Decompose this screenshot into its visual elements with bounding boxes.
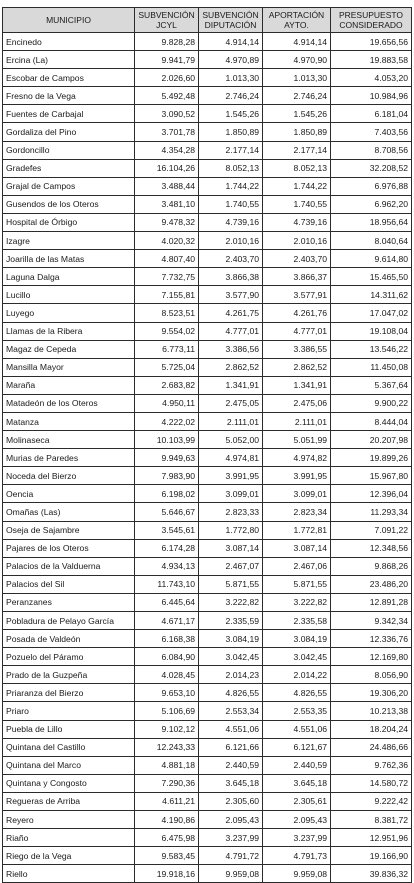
cell-municipio: Palacios del Sil <box>3 575 135 593</box>
table-row <box>3 431 412 449</box>
cell-subvencion-jcyl: 12.243,33 <box>135 738 199 756</box>
table-row <box>3 33 412 51</box>
cell-aportacion-ayto: 1.744,22 <box>263 177 331 195</box>
cell-subvencion-diputacion: 2.553,34 <box>199 702 263 720</box>
cell-subvencion-diputacion: 1.772,80 <box>199 521 263 539</box>
cell-subvencion-jcyl: 5.492,48 <box>135 87 199 105</box>
table-row <box>3 847 412 865</box>
cell-municipio: Izagre <box>3 232 135 250</box>
cell-municipio: Joarilla de las Matas <box>3 250 135 268</box>
cell-presupuesto-considerado: 12.396,04 <box>331 485 412 503</box>
cell-aportacion-ayto: 2.746,24 <box>263 87 331 105</box>
cell-municipio: Molinaseca <box>3 431 135 449</box>
cell-subvencion-jcyl: 3.090,52 <box>135 105 199 123</box>
cell-subvencion-jcyl: 4.222,02 <box>135 412 199 430</box>
cell-aportacion-ayto: 4.551,06 <box>263 720 331 738</box>
cell-municipio: Quintana y Congosto <box>3 774 135 792</box>
cell-municipio: Puebla de Lillo <box>3 720 135 738</box>
cell-subvencion-jcyl: 4.807,40 <box>135 250 199 268</box>
cell-subvencion-jcyl: 3.701,78 <box>135 123 199 141</box>
cell-subvencion-diputacion: 2.305,60 <box>199 792 263 810</box>
cell-presupuesto-considerado: 10.213,38 <box>331 702 412 720</box>
table-row <box>3 250 412 268</box>
cell-aportacion-ayto: 2.475,06 <box>263 394 331 412</box>
table-row <box>3 69 412 87</box>
cell-presupuesto-considerado: 14.311,62 <box>331 286 412 304</box>
cell-aportacion-ayto: 1.772,81 <box>263 521 331 539</box>
cell-subvencion-jcyl: 6.084,90 <box>135 648 199 666</box>
cell-subvencion-diputacion: 2.403,70 <box>199 250 263 268</box>
table-row <box>3 467 412 485</box>
header-presupuesto-considerado: PRESUPUESTO CONSIDERADO <box>331 8 412 33</box>
cell-subvencion-diputacion: 3.222,82 <box>199 593 263 611</box>
table-row <box>3 159 412 177</box>
cell-presupuesto-considerado: 19.883,58 <box>331 51 412 69</box>
cell-subvencion-diputacion: 3.099,01 <box>199 485 263 503</box>
cell-subvencion-diputacion: 4.791,72 <box>199 847 263 865</box>
cell-aportacion-ayto: 4.974,82 <box>263 449 331 467</box>
cell-municipio: Laguna Dalga <box>3 268 135 286</box>
cell-subvencion-jcyl: 3.481,10 <box>135 195 199 213</box>
cell-subvencion-diputacion: 2.335,59 <box>199 612 263 630</box>
cell-presupuesto-considerado: 6.976,88 <box>331 177 412 195</box>
cell-presupuesto-considerado: 9.614,80 <box>331 250 412 268</box>
cell-municipio: Prado de la Guzpeña <box>3 666 135 684</box>
cell-municipio: Pozuelo del Páramo <box>3 648 135 666</box>
cell-municipio: Maraña <box>3 376 135 394</box>
cell-subvencion-diputacion: 2.014,23 <box>199 666 263 684</box>
cell-municipio: Reyero <box>3 811 135 829</box>
table-row <box>3 557 412 575</box>
table-row <box>3 123 412 141</box>
cell-aportacion-ayto: 5.871,55 <box>263 575 331 593</box>
cell-subvencion-diputacion: 1.850,89 <box>199 123 263 141</box>
cell-municipio: Hospital de Órbigo <box>3 213 135 231</box>
cell-subvencion-jcyl: 4.611,21 <box>135 792 199 810</box>
cell-subvencion-diputacion: 4.261,75 <box>199 304 263 322</box>
cell-subvencion-jcyl: 7.155,81 <box>135 286 199 304</box>
cell-subvencion-jcyl: 6.198,02 <box>135 485 199 503</box>
cell-presupuesto-considerado: 19.166,90 <box>331 847 412 865</box>
cell-aportacion-ayto: 2.305,61 <box>263 792 331 810</box>
cell-subvencion-jcyl: 2.026,60 <box>135 69 199 87</box>
cell-subvencion-jcyl: 9.949,63 <box>135 449 199 467</box>
cell-municipio: Magaz de Cepeda <box>3 340 135 358</box>
cell-presupuesto-considerado: 7.091,22 <box>331 521 412 539</box>
cell-aportacion-ayto: 1.013,30 <box>263 69 331 87</box>
cell-municipio: Escobar de Campos <box>3 69 135 87</box>
cell-aportacion-ayto: 2.335,58 <box>263 612 331 630</box>
cell-subvencion-jcyl: 9.554,02 <box>135 322 199 340</box>
table-row <box>3 792 412 810</box>
cell-subvencion-jcyl: 5.106,69 <box>135 702 199 720</box>
cell-subvencion-diputacion: 2.010,16 <box>199 232 263 250</box>
cell-presupuesto-considerado: 17.047,02 <box>331 304 412 322</box>
cell-presupuesto-considerado: 23.486,20 <box>331 575 412 593</box>
cell-municipio: Gordoncillo <box>3 141 135 159</box>
cell-subvencion-jcyl: 10.103,99 <box>135 431 199 449</box>
cell-aportacion-ayto: 2.010,16 <box>263 232 331 250</box>
cell-municipio: Priaranza del Bierzo <box>3 684 135 702</box>
table-row <box>3 412 412 430</box>
cell-municipio: Pobladura de Pelayo García <box>3 612 135 630</box>
cell-subvencion-jcyl: 4.934,13 <box>135 557 199 575</box>
cell-aportacion-ayto: 3.237,99 <box>263 829 331 847</box>
cell-subvencion-diputacion: 2.862,52 <box>199 358 263 376</box>
cell-municipio: Regueras de Arriba <box>3 792 135 810</box>
cell-presupuesto-considerado: 9.222,42 <box>331 792 412 810</box>
cell-presupuesto-considerado: 11.293,34 <box>331 503 412 521</box>
table-row <box>3 322 412 340</box>
cell-subvencion-jcyl: 9.653,10 <box>135 684 199 702</box>
header-aportacion-ayto: APORTACIÓN AYTO. <box>263 8 331 33</box>
cell-subvencion-diputacion: 4.826,55 <box>199 684 263 702</box>
cell-presupuesto-considerado: 5.367,64 <box>331 376 412 394</box>
cell-presupuesto-considerado: 12.891,28 <box>331 593 412 611</box>
cell-aportacion-ayto: 5.051,99 <box>263 431 331 449</box>
cell-subvencion-diputacion: 1.740,55 <box>199 195 263 213</box>
cell-subvencion-diputacion: 2.111,01 <box>199 412 263 430</box>
cell-municipio: Priaro <box>3 702 135 720</box>
cell-presupuesto-considerado: 19.899,26 <box>331 449 412 467</box>
cell-presupuesto-considerado: 6.962,20 <box>331 195 412 213</box>
cell-municipio: Llamas de la Ribera <box>3 322 135 340</box>
cell-aportacion-ayto: 3.042,45 <box>263 648 331 666</box>
cell-subvencion-jcyl: 9.478,32 <box>135 213 199 231</box>
table-row <box>3 394 412 412</box>
cell-municipio: Riego de la Vega <box>3 847 135 865</box>
table-row <box>3 213 412 231</box>
cell-subvencion-diputacion: 4.914,14 <box>199 33 263 51</box>
cell-aportacion-ayto: 8.052,13 <box>263 159 331 177</box>
cell-aportacion-ayto: 3.099,01 <box>263 485 331 503</box>
cell-subvencion-jcyl: 3.488,44 <box>135 177 199 195</box>
cell-subvencion-jcyl: 6.445,64 <box>135 593 199 611</box>
cell-subvencion-diputacion: 2.177,14 <box>199 141 263 159</box>
cell-subvencion-jcyl: 9.102,12 <box>135 720 199 738</box>
cell-presupuesto-considerado: 4.053,20 <box>331 69 412 87</box>
cell-municipio: Gusendos de los Oteros <box>3 195 135 213</box>
cell-subvencion-diputacion: 2.746,24 <box>199 87 263 105</box>
cell-aportacion-ayto: 4.826,55 <box>263 684 331 702</box>
header-subvencion-jcyl: SUBVENCIÓN JCYL <box>135 8 199 33</box>
cell-subvencion-jcyl: 4.020,32 <box>135 232 199 250</box>
table-row <box>3 105 412 123</box>
table-row <box>3 756 412 774</box>
cell-subvencion-diputacion: 3.577,90 <box>199 286 263 304</box>
cell-municipio: Pajares de los Oteros <box>3 539 135 557</box>
table-row <box>3 195 412 213</box>
cell-municipio: Oencia <box>3 485 135 503</box>
cell-subvencion-diputacion: 3.084,19 <box>199 630 263 648</box>
cell-aportacion-ayto: 2.014,22 <box>263 666 331 684</box>
table-row <box>3 648 412 666</box>
cell-presupuesto-considerado: 12.951,96 <box>331 829 412 847</box>
cell-aportacion-ayto: 2.111,01 <box>263 412 331 430</box>
cell-aportacion-ayto: 1.545,26 <box>263 105 331 123</box>
cell-presupuesto-considerado: 9.762,36 <box>331 756 412 774</box>
cell-subvencion-jcyl: 6.773,11 <box>135 340 199 358</box>
cell-presupuesto-considerado: 10.984,96 <box>331 87 412 105</box>
cell-aportacion-ayto: 2.177,14 <box>263 141 331 159</box>
cell-aportacion-ayto: 4.739,16 <box>263 213 331 231</box>
cell-presupuesto-considerado: 12.348,56 <box>331 539 412 557</box>
cell-subvencion-diputacion: 3.087,14 <box>199 539 263 557</box>
table-row <box>3 376 412 394</box>
cell-municipio: Riaño <box>3 829 135 847</box>
table-row <box>3 593 412 611</box>
table-row <box>3 286 412 304</box>
cell-presupuesto-considerado: 20.207,98 <box>331 431 412 449</box>
cell-municipio: Murias de Paredes <box>3 449 135 467</box>
table-row <box>3 684 412 702</box>
cell-municipio: Quintana del Marco <box>3 756 135 774</box>
cell-subvencion-jcyl: 11.743,10 <box>135 575 199 593</box>
cell-subvencion-jcyl: 7.983,90 <box>135 467 199 485</box>
cell-subvencion-jcyl: 3.545,61 <box>135 521 199 539</box>
cell-subvencion-diputacion: 3.042,45 <box>199 648 263 666</box>
cell-subvencion-jcyl: 4.671,17 <box>135 612 199 630</box>
table-row <box>3 87 412 105</box>
cell-subvencion-jcyl: 19.918,16 <box>135 865 199 883</box>
cell-municipio: Grajal de Campos <box>3 177 135 195</box>
cell-subvencion-jcyl: 9.583,45 <box>135 847 199 865</box>
cell-presupuesto-considerado: 15.967,80 <box>331 467 412 485</box>
cell-subvencion-diputacion: 3.237,99 <box>199 829 263 847</box>
cell-presupuesto-considerado: 9.900,22 <box>331 394 412 412</box>
cell-aportacion-ayto: 3.866,37 <box>263 268 331 286</box>
cell-subvencion-jcyl: 6.174,28 <box>135 539 199 557</box>
cell-aportacion-ayto: 2.440,59 <box>263 756 331 774</box>
cell-presupuesto-considerado: 8.708,56 <box>331 141 412 159</box>
cell-presupuesto-considerado: 13.546,22 <box>331 340 412 358</box>
cell-aportacion-ayto: 2.823,34 <box>263 503 331 521</box>
cell-presupuesto-considerado: 8.381,72 <box>331 811 412 829</box>
cell-municipio: Omañas (Las) <box>3 503 135 521</box>
cell-municipio: Fuentes de Carbajal <box>3 105 135 123</box>
table-row <box>3 51 412 69</box>
cell-subvencion-jcyl: 4.190,86 <box>135 811 199 829</box>
cell-presupuesto-considerado: 9.342,34 <box>331 612 412 630</box>
table-row <box>3 774 412 792</box>
table-row <box>3 141 412 159</box>
cell-municipio: Peranzanes <box>3 593 135 611</box>
cell-subvencion-diputacion: 6.121,66 <box>199 738 263 756</box>
cell-presupuesto-considerado: 12.169,80 <box>331 648 412 666</box>
cell-municipio: Luyego <box>3 304 135 322</box>
cell-municipio: Oseja de Sajambre <box>3 521 135 539</box>
cell-subvencion-diputacion: 3.386,56 <box>199 340 263 358</box>
cell-subvencion-diputacion: 2.440,59 <box>199 756 263 774</box>
cell-municipio: Encinedo <box>3 33 135 51</box>
cell-aportacion-ayto: 3.222,82 <box>263 593 331 611</box>
cell-presupuesto-considerado: 7.403,56 <box>331 123 412 141</box>
cell-subvencion-jcyl: 4.354,28 <box>135 141 199 159</box>
cell-subvencion-diputacion: 1.744,22 <box>199 177 263 195</box>
cell-aportacion-ayto: 3.084,19 <box>263 630 331 648</box>
cell-municipio: Posada de Valdeón <box>3 630 135 648</box>
cell-aportacion-ayto: 4.914,14 <box>263 33 331 51</box>
cell-municipio: Mansilla Mayor <box>3 358 135 376</box>
header-municipio: MUNICIPIO <box>3 8 135 33</box>
cell-subvencion-diputacion: 2.095,43 <box>199 811 263 829</box>
table-row <box>3 304 412 322</box>
cell-aportacion-ayto: 3.577,91 <box>263 286 331 304</box>
table-row <box>3 702 412 720</box>
cell-aportacion-ayto: 4.261,76 <box>263 304 331 322</box>
cell-municipio: Gordaliza del Pino <box>3 123 135 141</box>
cell-subvencion-diputacion: 2.823,33 <box>199 503 263 521</box>
cell-subvencion-jcyl: 7.732,75 <box>135 268 199 286</box>
cell-presupuesto-considerado: 8.056,90 <box>331 666 412 684</box>
cell-subvencion-jcyl: 16.104,26 <box>135 159 199 177</box>
cell-subvencion-diputacion: 2.475,05 <box>199 394 263 412</box>
cell-presupuesto-considerado: 19.656,56 <box>331 33 412 51</box>
cell-subvencion-jcyl: 7.290,36 <box>135 774 199 792</box>
cell-subvencion-jcyl: 5.725,04 <box>135 358 199 376</box>
header-subvencion-diputacion: SUBVENCIÓN DIPUTACIÓN <box>199 8 263 33</box>
cell-aportacion-ayto: 1.850,89 <box>263 123 331 141</box>
cell-municipio: Fresno de la Vega <box>3 87 135 105</box>
cell-subvencion-diputacion: 3.645,18 <box>199 774 263 792</box>
cell-subvencion-diputacion: 3.866,38 <box>199 268 263 286</box>
table-row <box>3 177 412 195</box>
cell-subvencion-diputacion: 1.013,30 <box>199 69 263 87</box>
cell-municipio: Palacios de la Valduerna <box>3 557 135 575</box>
table-row <box>3 575 412 593</box>
cell-subvencion-diputacion: 2.467,07 <box>199 557 263 575</box>
cell-aportacion-ayto: 2.403,70 <box>263 250 331 268</box>
cell-aportacion-ayto: 6.121,67 <box>263 738 331 756</box>
cell-subvencion-diputacion: 8.052,13 <box>199 159 263 177</box>
cell-subvencion-diputacion: 1.341,91 <box>199 376 263 394</box>
cell-subvencion-diputacion: 4.777,01 <box>199 322 263 340</box>
municipal-subsidy-table <box>2 7 412 883</box>
cell-aportacion-ayto: 2.553,35 <box>263 702 331 720</box>
cell-presupuesto-considerado: 39.836,32 <box>331 865 412 883</box>
cell-aportacion-ayto: 3.386,55 <box>263 340 331 358</box>
cell-presupuesto-considerado: 6.181,04 <box>331 105 412 123</box>
table-row <box>3 630 412 648</box>
cell-aportacion-ayto: 3.087,14 <box>263 539 331 557</box>
table-body <box>3 33 412 883</box>
cell-subvencion-diputacion: 9.959,08 <box>199 865 263 883</box>
cell-aportacion-ayto: 9.959,08 <box>263 865 331 883</box>
cell-municipio: Gradefes <box>3 159 135 177</box>
table-header-row <box>3 8 412 33</box>
cell-municipio: Lucillo <box>3 286 135 304</box>
cell-subvencion-jcyl: 4.028,45 <box>135 666 199 684</box>
table-row <box>3 829 412 847</box>
cell-subvencion-diputacion: 4.551,06 <box>199 720 263 738</box>
cell-municipio: Matadeón de los Oteros <box>3 394 135 412</box>
cell-municipio: Noceda del Bierzo <box>3 467 135 485</box>
cell-municipio: Ercina (La) <box>3 51 135 69</box>
cell-presupuesto-considerado: 9.868,26 <box>331 557 412 575</box>
cell-subvencion-jcyl: 9.941,79 <box>135 51 199 69</box>
cell-subvencion-jcyl: 5.646,67 <box>135 503 199 521</box>
cell-municipio: Riello <box>3 865 135 883</box>
cell-aportacion-ayto: 2.862,52 <box>263 358 331 376</box>
cell-subvencion-diputacion: 5.871,55 <box>199 575 263 593</box>
cell-presupuesto-considerado: 18.956,64 <box>331 213 412 231</box>
cell-subvencion-jcyl: 2.683,82 <box>135 376 199 394</box>
cell-aportacion-ayto: 4.777,01 <box>263 322 331 340</box>
cell-subvencion-jcyl: 6.168,38 <box>135 630 199 648</box>
cell-aportacion-ayto: 2.095,43 <box>263 811 331 829</box>
cell-aportacion-ayto: 4.970,90 <box>263 51 331 69</box>
table-row <box>3 811 412 829</box>
table-row <box>3 449 412 467</box>
cell-municipio: Quintana del Castillo <box>3 738 135 756</box>
cell-subvencion-diputacion: 3.991,95 <box>199 467 263 485</box>
cell-presupuesto-considerado: 12.336,76 <box>331 630 412 648</box>
table-row <box>3 865 412 883</box>
table-row <box>3 232 412 250</box>
cell-subvencion-jcyl: 8.523,51 <box>135 304 199 322</box>
table-row <box>3 521 412 539</box>
cell-subvencion-diputacion: 1.545,26 <box>199 105 263 123</box>
cell-presupuesto-considerado: 15.465,50 <box>331 268 412 286</box>
cell-presupuesto-considerado: 32.208,52 <box>331 159 412 177</box>
cell-subvencion-jcyl: 9.828,28 <box>135 33 199 51</box>
cell-presupuesto-considerado: 8.444,04 <box>331 412 412 430</box>
table-row <box>3 268 412 286</box>
cell-subvencion-jcyl: 4.950,11 <box>135 394 199 412</box>
cell-subvencion-diputacion: 5.052,00 <box>199 431 263 449</box>
table-row <box>3 612 412 630</box>
cell-municipio: Matanza <box>3 412 135 430</box>
cell-aportacion-ayto: 1.341,91 <box>263 376 331 394</box>
table-row <box>3 539 412 557</box>
cell-presupuesto-considerado: 24.486,66 <box>331 738 412 756</box>
cell-subvencion-diputacion: 4.739,16 <box>199 213 263 231</box>
table-row <box>3 485 412 503</box>
cell-aportacion-ayto: 1.740,55 <box>263 195 331 213</box>
cell-subvencion-diputacion: 4.970,89 <box>199 51 263 69</box>
cell-subvencion-jcyl: 4.881,18 <box>135 756 199 774</box>
cell-presupuesto-considerado: 18.204,24 <box>331 720 412 738</box>
cell-aportacion-ayto: 3.645,18 <box>263 774 331 792</box>
cell-presupuesto-considerado: 19.306,20 <box>331 684 412 702</box>
table-row <box>3 720 412 738</box>
table-row <box>3 340 412 358</box>
table-row <box>3 738 412 756</box>
cell-presupuesto-considerado: 8.040,64 <box>331 232 412 250</box>
cell-presupuesto-considerado: 14.580,72 <box>331 774 412 792</box>
table-row <box>3 503 412 521</box>
cell-subvencion-jcyl: 6.475,98 <box>135 829 199 847</box>
cell-subvencion-diputacion: 4.974,81 <box>199 449 263 467</box>
table-row <box>3 358 412 376</box>
cell-aportacion-ayto: 2.467,06 <box>263 557 331 575</box>
cell-presupuesto-considerado: 19.108,04 <box>331 322 412 340</box>
table-row <box>3 666 412 684</box>
cell-presupuesto-considerado: 11.450,08 <box>331 358 412 376</box>
cell-aportacion-ayto: 4.791,73 <box>263 847 331 865</box>
cell-aportacion-ayto: 3.991,95 <box>263 467 331 485</box>
